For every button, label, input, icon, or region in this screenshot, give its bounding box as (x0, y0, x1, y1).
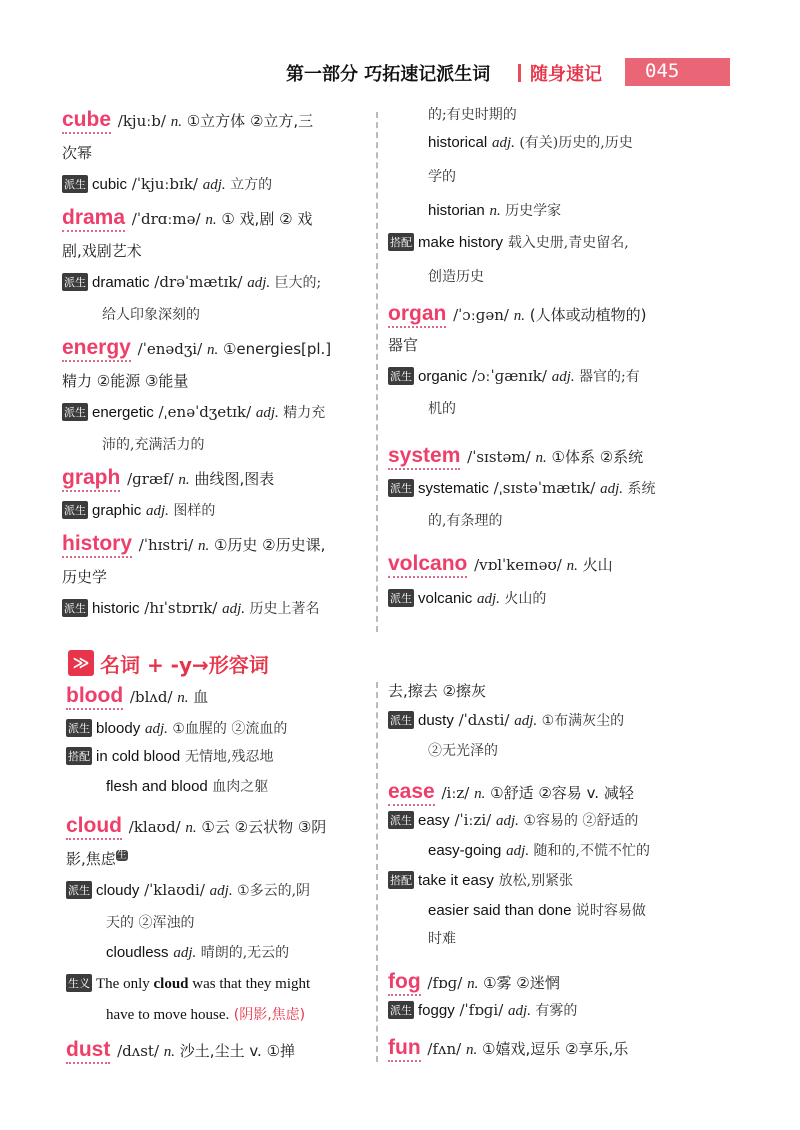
phonetic: /vɒlˈkeɪnəʊ/ (469, 556, 567, 574)
phonetic: /ˈfɒɡi/ (454, 1001, 509, 1019)
phonetic: /blʌd/ (125, 688, 178, 706)
entry-line (388, 1036, 628, 1060)
page-number-box (625, 58, 730, 86)
part-of-speech: adj. (247, 275, 271, 291)
definition: 历史上著名 (245, 601, 320, 617)
derived-word: in cold blood (96, 748, 181, 765)
entry-line (388, 588, 546, 608)
part-of-speech: n. (535, 450, 547, 466)
definition: 巨大的; (270, 275, 322, 291)
definition-continued: 的,有条理的 (428, 513, 503, 529)
column-divider-top (376, 112, 378, 632)
definition: ① 戏,剧 ② 戏 (216, 210, 313, 228)
entry-line (388, 810, 638, 830)
entry-line (388, 104, 517, 124)
definition-continued: 去,擦去 ②擦灰 (388, 682, 486, 700)
series-name: 随身速记 (530, 64, 602, 85)
definition: 立方的 (225, 177, 273, 193)
example-text: The only (96, 976, 154, 992)
part-of-speech: n. (513, 308, 525, 324)
headword: organ (388, 302, 446, 328)
entry-line (388, 900, 646, 920)
derived-word: cloudy (96, 882, 140, 899)
definition-continued: 天的 ②浑浊的 (106, 915, 195, 931)
entry-line (388, 334, 418, 355)
entry-line (388, 970, 560, 994)
entry-line (66, 776, 268, 796)
definition: 火山 (577, 556, 613, 574)
phonetic: /ˌsɪstəˈmætɪk/ (488, 479, 601, 497)
part-of-speech: n. (206, 342, 219, 358)
entry-line (62, 466, 274, 490)
definition: 系统 (623, 481, 656, 497)
phonetic: /ˈɔːɡən/ (448, 306, 514, 324)
part-of-speech: adj. (476, 591, 500, 607)
definition: ①立方体 ②立方,三 (181, 112, 314, 130)
definition: 器官的;有 (574, 369, 640, 385)
definition-continued: 的;有史时期的 (428, 107, 517, 123)
entry-line (62, 402, 325, 422)
entry-line (66, 746, 273, 766)
collocation-tag: 搭配 (66, 747, 92, 765)
entry-line (66, 942, 289, 962)
phonetic: /ˈenədʒi/ (132, 340, 207, 358)
collocation-tag: 搭配 (388, 233, 414, 251)
phonetic: /ɔːˈɡænɪk/ (467, 367, 552, 385)
headword: history (62, 532, 132, 558)
definition: 载入史册,青史留名, (507, 235, 629, 251)
entry-line (62, 206, 312, 230)
derived-word: cubic (92, 176, 128, 193)
entry-line (62, 598, 320, 618)
headword: blood (66, 684, 123, 710)
part-of-speech: n. (467, 976, 479, 992)
section-heading: 第一部分 巧拓速记派生词 (286, 64, 491, 85)
phonetic: /drəˈmætɪk/ (149, 273, 248, 291)
entry-line (388, 870, 573, 890)
entry-line (66, 974, 310, 993)
definition: 图样的 (168, 503, 216, 519)
entry-line (62, 108, 313, 132)
entry-line (388, 780, 634, 804)
derived-word: make history (418, 234, 504, 251)
entry-line (62, 370, 188, 391)
part-of-speech: n. (177, 690, 189, 706)
definition: 无情地,残忍地 (185, 749, 274, 765)
part-of-speech: adj. (255, 405, 279, 421)
definition-continued: 次幂 (62, 144, 93, 162)
definition: ①舒适 ②容易 v. 减轻 (485, 784, 634, 802)
derivative-tag: 派生 (62, 273, 88, 291)
derivative-tag: 派生 (66, 881, 92, 899)
phonetic: /ˈhɪstri/ (134, 536, 198, 554)
part-of-speech: n. (205, 212, 217, 228)
entry-line (66, 814, 326, 838)
derived-word: take it easy (418, 872, 494, 889)
definition: 曲线图,图表 (189, 470, 275, 488)
derived-word: historian (428, 202, 485, 219)
part-of-speech: adj. (600, 481, 624, 497)
definition-continued: 沛的,充满活力的 (102, 437, 205, 453)
part-of-speech: n. (466, 1042, 478, 1058)
definition: 血 (188, 688, 209, 706)
header-divider (518, 64, 521, 82)
derived-word: dramatic (92, 274, 150, 291)
part-of-speech: n. (566, 558, 578, 574)
derivative-tag: 派生 (62, 599, 88, 617)
definition: ①嬉戏,逗乐 ②享乐,乐 (477, 1040, 629, 1058)
definition-continued: 创造历史 (428, 269, 484, 285)
entry-line (388, 132, 633, 152)
phonetic: /ˈkjuːbɪk/ (127, 175, 203, 193)
definition: ①云 ②云状物 ③阴 (196, 818, 327, 836)
part-of-speech: adj. (496, 813, 519, 829)
phonetic: /ɡræf/ (122, 470, 179, 488)
entry-line (62, 304, 200, 324)
example-keyword: cloud (153, 976, 189, 992)
headword: graph (62, 466, 120, 492)
derived-word: easier said than done (428, 902, 572, 919)
entry-line (66, 718, 287, 738)
derived-word: easy (418, 812, 450, 829)
headword: cloud (66, 814, 122, 840)
definition-continued: 机的 (428, 401, 456, 417)
part-of-speech: n. (170, 114, 182, 130)
headword: system (388, 444, 460, 470)
definition: ①体系 ②系统 (546, 448, 644, 466)
part-of-speech: adj. (202, 177, 226, 193)
definition: ①energies[pl.] (218, 340, 332, 358)
part-of-speech: adj. (551, 369, 575, 385)
headword: fog (388, 970, 421, 996)
phonetic: /ˈdʌsti/ (453, 711, 515, 729)
definition: (有关)历史的,历史 (514, 135, 633, 151)
example-text: was that they might (188, 976, 311, 992)
entry-line (62, 566, 107, 587)
entry-line (66, 846, 128, 869)
headword: fun (388, 1036, 421, 1062)
part-of-speech: adj. (491, 135, 515, 151)
definition: 随和的,不慌不忙的 (529, 843, 650, 859)
phonetic: /ˌenəˈdʒetɪk/ (153, 403, 256, 421)
entry-line (388, 478, 655, 498)
entry-line (66, 1004, 305, 1024)
entry-line (62, 272, 321, 292)
part-of-speech: n. (489, 203, 501, 219)
entry-line (388, 928, 456, 948)
definition: ①布满灰尘的 (537, 713, 625, 729)
derivative-tag: 派生 (66, 719, 92, 737)
entry-line (388, 266, 484, 286)
phonetic: /klaʊd/ (124, 818, 186, 836)
derivative-tag: 派生 (388, 479, 414, 497)
part-of-speech: adj. (222, 601, 246, 617)
derivative-tag: 派生 (388, 1001, 414, 1019)
double-chevron-icon: ≫ (68, 650, 94, 676)
entry-line (62, 336, 331, 360)
derived-word: cloudless (106, 944, 169, 961)
definition-continued: 时难 (428, 931, 456, 947)
headword: energy (62, 336, 131, 362)
headword: drama (62, 206, 125, 232)
column-divider-bottom (376, 682, 378, 1062)
definition: ①多云的,阴 (232, 883, 311, 899)
entry-line (66, 1038, 295, 1062)
headword: dust (66, 1038, 110, 1064)
phonetic: /ˈdrɑːmə/ (127, 210, 206, 228)
page-header (0, 58, 800, 88)
definition: 说时容易做 (571, 903, 646, 919)
derived-word: volcanic (418, 590, 473, 607)
definition-continued: 影,焦虑 (66, 850, 116, 868)
part-of-speech: adj. (145, 503, 169, 519)
part-of-speech: adj. (209, 883, 233, 899)
definition-continued: 学的 (428, 169, 456, 185)
definition: ①雾 ②迷惘 (478, 974, 560, 992)
entry-line (388, 510, 502, 530)
derived-word: historical (428, 134, 488, 151)
entry-line (66, 880, 310, 900)
entry-line (388, 302, 646, 326)
derived-word: graphic (92, 502, 142, 519)
phonetic: /fɒɡ/ (422, 974, 468, 992)
entry-line (388, 840, 650, 860)
entry-line (388, 398, 456, 418)
definition: 晴朗的,无云的 (196, 945, 290, 961)
part-of-speech: adj. (508, 1003, 531, 1019)
entry-line (388, 680, 486, 701)
entry-line (388, 740, 498, 760)
extended-meaning-tag: 生义 (66, 974, 92, 992)
part-of-speech: n. (178, 472, 190, 488)
phonetic: /ˈklaʊdi/ (139, 881, 210, 899)
phonetic: /hɪˈstɒrɪk/ (139, 599, 223, 617)
derivative-tag: 派生 (62, 403, 88, 421)
part-of-speech: n. (197, 538, 210, 554)
extended-marker: 生 (116, 850, 127, 861)
definition: ①历史 ②历史课, (209, 536, 326, 554)
entry-line (62, 532, 325, 556)
definition: 火山的 (499, 591, 547, 607)
definition: ①容易的 ②舒适的 (518, 813, 639, 829)
phonetic: /ˈsɪstəm/ (462, 448, 536, 466)
derived-word: historic (92, 600, 140, 617)
entry-line (62, 240, 142, 261)
part-of-speech: adj. (506, 843, 530, 859)
phonetic: /fʌn/ (422, 1040, 466, 1058)
example-text: have to move house. (106, 1007, 230, 1023)
derived-word: bloody (96, 720, 141, 737)
entry-line (388, 166, 456, 186)
derived-word: energetic (92, 404, 154, 421)
part-of-speech: adj. (144, 721, 168, 737)
definition-continued: 器官 (388, 336, 419, 354)
headword: ease (388, 780, 435, 806)
derived-word: foggy (418, 1002, 455, 1019)
section-title-text: 名词 + -y→形容词 (100, 653, 269, 677)
entry-line (66, 684, 208, 708)
definition-continued: 给人印象深刻的 (102, 307, 200, 323)
entry-line (62, 500, 215, 520)
part-of-speech: adj. (173, 945, 197, 961)
headword: volcano (388, 552, 467, 578)
definition: (人体或动植物的) (524, 306, 647, 324)
derivative-tag: 派生 (388, 367, 414, 385)
collocation-tag: 搭配 (388, 871, 414, 889)
definition: 精力充 (278, 405, 326, 421)
entry-line (62, 434, 204, 454)
derivative-tag: 派生 (388, 711, 414, 729)
phonetic: /iːz/ (436, 784, 475, 802)
derivative-tag: 派生 (388, 589, 414, 607)
definition: 血肉之躯 (207, 779, 269, 795)
definition-continued: ②无光泽的 (428, 743, 498, 759)
derived-word: flesh and blood (106, 778, 208, 795)
definition: 历史学家 (500, 203, 562, 219)
derived-word: systematic (418, 480, 489, 497)
entry-line (388, 366, 640, 386)
definition-continued: 剧,戏剧艺术 (62, 242, 142, 260)
definition: ①血腥的 ②流血的 (167, 721, 288, 737)
derivative-tag: 派生 (62, 501, 88, 519)
definition-continued: 历史学 (62, 568, 108, 586)
derived-word: organic (418, 368, 468, 385)
example-note: (阴影,焦虑) (229, 1007, 306, 1023)
entry-line (388, 1000, 577, 1020)
entry-line (388, 232, 629, 252)
derived-word: dusty (418, 712, 454, 729)
definition: 有雾的 (530, 1003, 578, 1019)
entry-line (388, 552, 613, 576)
definition: 放松,别紧张 (498, 873, 574, 889)
derived-word: easy-going (428, 842, 502, 859)
definition: 沙土,尘土 v. ①掸 (175, 1042, 296, 1060)
part-of-speech: n. (474, 786, 486, 802)
definition-continued: 精力 ②能源 ③能量 (62, 372, 189, 390)
derivative-tag: 派生 (62, 175, 88, 193)
entry-line (66, 912, 194, 932)
entry-line (62, 174, 272, 194)
headword: cube (62, 108, 111, 134)
phonetic: /kjuːb/ (113, 112, 171, 130)
phonetic: /dʌst/ (112, 1042, 164, 1060)
derivative-tag: 派生 (388, 811, 414, 829)
phonetic: /ˈiːzi/ (449, 811, 497, 829)
part-of-speech: n. (163, 1044, 176, 1060)
part-of-speech: adj. (514, 713, 538, 729)
entry-line (388, 200, 561, 220)
page-number: 045 (645, 60, 680, 82)
entry-line (62, 142, 92, 163)
entry-line (388, 710, 624, 730)
part-of-speech: n. (185, 820, 197, 836)
entry-line (388, 444, 643, 468)
